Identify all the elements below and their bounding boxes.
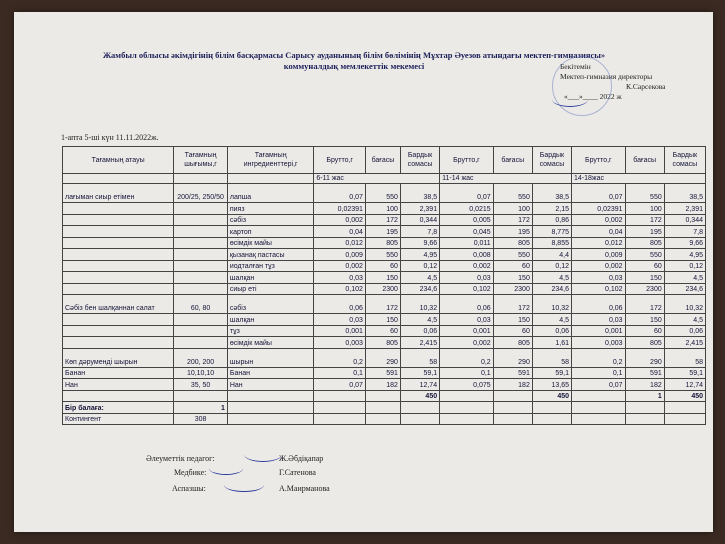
table-header-row [63,147,706,174]
table-cell: 182 [625,379,664,391]
table-cell: 0,102 [314,283,366,295]
table-cell: 0,03 [440,314,494,326]
table-cell: 100 [625,203,664,215]
table-cell: 550 [493,184,532,203]
approval-line-3: К.Сарсекова [626,82,666,91]
day-date-line: 1-апта 5-ші күн 11.11.2022ж. [61,133,159,142]
table-cell: 60, 80 [174,295,228,314]
table-cell: сиыр еті [227,283,314,295]
table-cell: 0,12 [532,260,571,272]
table-cell: 0,344 [400,214,439,226]
table-row [63,314,706,326]
table-cell: 150 [625,272,664,284]
age-group-row [63,174,706,184]
table-cell [532,402,571,414]
table-row [63,337,706,349]
table-cell [174,260,228,272]
table-cell: 0,075 [440,379,494,391]
table-cell: 59,1 [664,367,705,379]
table-cell: 9,66 [400,237,439,249]
table-cell [572,402,626,414]
table-cell: өсімдік майы [227,337,314,349]
table-cell: 0,03 [440,272,494,284]
table-cell: 805 [365,237,400,249]
table-cell: 234,6 [400,283,439,295]
table-cell: 805 [365,337,400,349]
table-cell: 1,61 [532,337,571,349]
table-cell: 450 [400,390,439,402]
table-cell: 0,06 [314,295,366,314]
table-row [63,249,706,261]
table-cell [400,402,439,414]
table-cell: 0,06 [532,325,571,337]
table-cell: Бардык сомасы [532,147,571,174]
summary-row [63,402,706,414]
table-cell: 9,66 [664,237,705,249]
table-cell: Бардык сомасы [664,147,705,174]
table-cell: 0,002 [440,337,494,349]
total-row [63,390,706,402]
table-cell [63,249,174,261]
table-cell: 0,03 [314,314,366,326]
table-cell: 805 [625,337,664,349]
table-cell: Контингент [63,413,174,425]
table-cell: 2300 [625,283,664,295]
table-cell: 59,1 [532,367,571,379]
table-cell: Нан [227,379,314,391]
table-cell: 172 [493,214,532,226]
table-cell: 172 [493,295,532,314]
table-cell: 0,102 [440,283,494,295]
table-cell [63,325,174,337]
table-cell: пияз [227,203,314,215]
table-cell: 60 [365,325,400,337]
table-cell: 0,03 [572,314,626,326]
table-cell: 38,5 [400,184,439,203]
table-cell: бағасы [625,147,664,174]
table-cell: 150 [493,314,532,326]
table-cell [174,214,228,226]
handwritten-signature-icon [244,447,282,462]
table-row [63,295,706,314]
table-cell: 2,391 [664,203,705,215]
table-cell: 4,95 [664,249,705,261]
signature-name: А.Маирманова [279,484,330,493]
table-row [63,325,706,337]
table-cell: 591 [493,367,532,379]
table-cell: 0,03 [314,272,366,284]
table-cell: 0,002 [314,214,366,226]
table-cell: 4,95 [400,249,439,261]
signature-cook [172,484,330,493]
table-cell: қызанақ пастасы [227,249,314,261]
table-cell: 0,06 [664,325,705,337]
table-cell: 59,1 [400,367,439,379]
table-row [63,214,706,226]
table-cell: 0,005 [440,214,494,226]
table-cell: 0,003 [572,337,626,349]
table-cell: 38,5 [532,184,571,203]
table-cell: 0,1 [572,367,626,379]
table-cell: 8,775 [532,226,571,238]
table-cell: 450 [532,390,571,402]
table-cell: 13,65 [532,379,571,391]
table-cell: 550 [625,184,664,203]
table-cell [174,249,228,261]
table-row [63,184,706,203]
table-cell: 58 [400,348,439,367]
table-cell: 591 [365,367,400,379]
table-cell: 172 [365,214,400,226]
table-cell [174,283,228,295]
contingent-row [63,413,706,425]
table-cell: шырын [227,348,314,367]
table-cell [63,314,174,326]
table-cell [63,226,174,238]
table-cell: Брутто,г [440,147,494,174]
table-cell: 150 [625,314,664,326]
table-cell: 4,4 [532,249,571,261]
table-cell: бағасы [493,147,532,174]
table-cell [174,314,228,326]
table-cell: 182 [365,379,400,391]
table-cell [63,337,174,349]
table-cell: Бір балаға: [63,402,174,414]
table-cell [365,413,400,425]
handwritten-signature-icon [224,478,264,492]
table-cell [572,390,626,402]
table-row [63,367,706,379]
table-cell: Сәбіз бен шалқаннан салат [63,295,174,314]
table-cell: 60 [493,325,532,337]
table-cell: Тағамның ингредиенттері,г [227,147,314,174]
table-cell: 60 [625,325,664,337]
table-cell: 4,5 [532,314,571,326]
table-cell [493,413,532,425]
table-cell: 805 [493,337,532,349]
table-cell: 2,391 [400,203,439,215]
table-cell [314,413,366,425]
table-cell: 0,003 [314,337,366,349]
table-cell: Банан [227,367,314,379]
table-cell: 10,32 [532,295,571,314]
table-cell [664,402,705,414]
signature-name: Г.Сатенова [279,468,316,477]
table-row [63,260,706,272]
table-cell: 0,04 [314,226,366,238]
table-cell: 4,5 [664,272,705,284]
handwritten-signature-icon [209,462,243,475]
table-cell: 12,74 [664,379,705,391]
table-cell: шалқан [227,314,314,326]
table-cell: 0,07 [314,379,366,391]
table-cell [174,226,228,238]
table-cell: 0,02391 [314,203,366,215]
table-cell: 0,07 [440,184,494,203]
table-cell: Тағамның шығымы,г [174,147,228,174]
table-cell: 200/25, 250/50 [174,184,228,203]
table-row [63,283,706,295]
signature-role: Аспазшы: [172,484,206,493]
table-cell: 0,009 [314,249,366,261]
table-cell: 200, 200 [174,348,228,367]
table-cell: 2300 [493,283,532,295]
table-cell: 172 [365,295,400,314]
table-cell: 234,6 [664,283,705,295]
table-cell: 0,2 [314,348,366,367]
table-cell [365,390,400,402]
table-cell: 4,5 [400,314,439,326]
table-cell [493,390,532,402]
table-cell [63,390,174,402]
table-cell: 182 [493,379,532,391]
table-cell [227,402,314,414]
menu-table [62,146,706,425]
table-row [63,379,706,391]
table-cell: Бардык сомасы [400,147,439,174]
table-cell: 8,855 [532,237,571,249]
table-cell: 550 [493,249,532,261]
table-cell: 195 [493,226,532,238]
table-cell: 0,012 [314,237,366,249]
table-cell: 14-18жас [572,174,706,184]
table-cell [227,174,314,184]
table-cell [664,413,705,425]
table-cell: 0,06 [400,325,439,337]
table-cell: 6-11 жас [314,174,440,184]
table-cell: бағасы [365,147,400,174]
table-cell [625,413,664,425]
table-cell: 0,012 [572,237,626,249]
table-cell: 10,32 [664,295,705,314]
table-cell: 0,07 [572,184,626,203]
table-cell: өсімдік майы [227,237,314,249]
table-cell: 234,6 [532,283,571,295]
table-cell: 10,10,10 [174,367,228,379]
table-cell: Нан [63,379,174,391]
table-cell [174,337,228,349]
table-row [63,272,706,284]
approval-line-2: Мектеп-гимназия директоры [560,72,653,81]
table-cell: 550 [625,249,664,261]
table-cell [63,272,174,284]
table-cell: 0,86 [532,214,571,226]
table-cell: 60 [493,260,532,272]
table-cell: 805 [625,237,664,249]
table-cell: 308 [174,413,228,425]
table-cell: сәбіз [227,214,314,226]
table-cell: шалқан [227,272,314,284]
table-cell: 0,1 [314,367,366,379]
approval-line-1: Бекітемін [560,62,591,71]
table-cell: Брутто,г [572,147,626,174]
table-cell [440,390,494,402]
header-line-2: коммуналдық мемлекеттік мекемесі [283,61,425,71]
table-cell: 0,002 [440,260,494,272]
handwritten-signature-icon [552,92,588,107]
table-cell [440,402,494,414]
table-cell: 0,07 [314,184,366,203]
table-cell: 60 [625,260,664,272]
signature-role: Әлеуметтік педагог: [146,454,215,463]
table-cell: 0,002 [572,260,626,272]
table-cell: 150 [365,272,400,284]
approval-line-4: «___»____ 2022 ж [564,92,622,101]
table-cell: 0,001 [314,325,366,337]
table-cell: 0,001 [572,325,626,337]
table-cell [400,413,439,425]
table-cell: 12,74 [400,379,439,391]
table-cell: 0,008 [440,249,494,261]
table-cell: 0,045 [440,226,494,238]
table-cell: 0,1 [440,367,494,379]
table-cell: 0,0215 [440,203,494,215]
table-cell: 195 [625,226,664,238]
signature-social-teacher [146,454,324,463]
table-row [63,203,706,215]
table-cell: иодталған тұз [227,260,314,272]
table-cell [314,402,366,414]
table-cell: 0,02391 [572,203,626,215]
table-row [63,348,706,367]
table-cell: 0,12 [664,260,705,272]
table-row [63,226,706,238]
table-cell: 172 [625,295,664,314]
table-cell [572,413,626,425]
table-cell [63,283,174,295]
table-cell: 2,15 [532,203,571,215]
table-cell [63,203,174,215]
table-cell: 0,2 [440,348,494,367]
table-cell: 7,8 [400,226,439,238]
table-cell: 0,04 [572,226,626,238]
table-cell: 2,415 [400,337,439,349]
table-cell [174,237,228,249]
table-cell [625,402,664,414]
table-cell [174,174,228,184]
table-cell: Тағамның атауы [63,147,174,174]
table-cell [63,237,174,249]
table-cell: 100 [365,203,400,215]
table-cell: 11-14 жас [440,174,572,184]
table-cell: 4,5 [532,272,571,284]
table-cell: 60 [365,260,400,272]
table-cell: лапша [227,184,314,203]
table-cell: 0,07 [572,379,626,391]
table-cell: 7,8 [664,226,705,238]
table-cell: Көп дәрумендi шырын [63,348,174,367]
table-cell: 550 [365,184,400,203]
table-cell: 1 [625,390,664,402]
table-cell [63,174,174,184]
table-cell: 550 [365,249,400,261]
signature-role: Медбике: [174,468,207,477]
table-cell [532,413,571,425]
table-cell: 35, 50 [174,379,228,391]
seal-stamp-icon [552,56,612,116]
table-cell [174,203,228,215]
table-cell: 10,32 [400,295,439,314]
table-cell: 0,011 [440,237,494,249]
table-cell: Брутто,г [314,147,366,174]
table-cell: 172 [625,214,664,226]
table-cell [493,402,532,414]
table-cell: сәбіз [227,295,314,314]
signature-nurse [174,468,316,477]
table-cell: 150 [493,272,532,284]
table-cell: 58 [532,348,571,367]
table-row [63,237,706,249]
table-cell: 195 [365,226,400,238]
table-cell: 0,002 [572,214,626,226]
table-cell: 290 [625,348,664,367]
table-cell: 1 [174,402,228,414]
table-cell [63,260,174,272]
table-cell [227,390,314,402]
table-cell: лағыман сиыр етімен [63,184,174,203]
table-cell [174,272,228,284]
table-cell: 0,009 [572,249,626,261]
table-cell: 0,002 [314,260,366,272]
table-cell: 150 [365,314,400,326]
table-cell: 100 [493,203,532,215]
table-cell: 0,12 [400,260,439,272]
header-line-1: Жамбыл облысы әкімдігінің білім басқармасы Сарысу ауданының білім бөлімінің Мұхтар Әуезов атындағы мектеп-гимназиясы» [102,50,606,60]
table-cell: 0,001 [440,325,494,337]
table-cell [174,390,228,402]
table-cell: Банан [63,367,174,379]
table-cell: 805 [493,237,532,249]
signature-name: Ж.Әбдіқапар [279,454,324,463]
table-cell: 290 [365,348,400,367]
table-cell: 0,03 [572,272,626,284]
table-cell: 0,06 [572,295,626,314]
table-cell: 290 [493,348,532,367]
table-cell [365,402,400,414]
table-cell: 450 [664,390,705,402]
table-cell: 38,5 [664,184,705,203]
table-cell: 0,2 [572,348,626,367]
table-cell: картоп [227,226,314,238]
table-cell: 0,102 [572,283,626,295]
table-cell: 58 [664,348,705,367]
table-cell: 2300 [365,283,400,295]
table-cell [314,390,366,402]
table-cell [440,413,494,425]
table-cell: 4,5 [400,272,439,284]
table-cell: 0,06 [440,295,494,314]
table-cell [174,325,228,337]
table-cell [227,413,314,425]
menu-document [14,12,713,532]
table-cell: 2,415 [664,337,705,349]
table-cell: 0,344 [664,214,705,226]
table-cell: 591 [625,367,664,379]
table-cell [63,214,174,226]
table-cell: 4,5 [664,314,705,326]
table-cell: тұз [227,325,314,337]
